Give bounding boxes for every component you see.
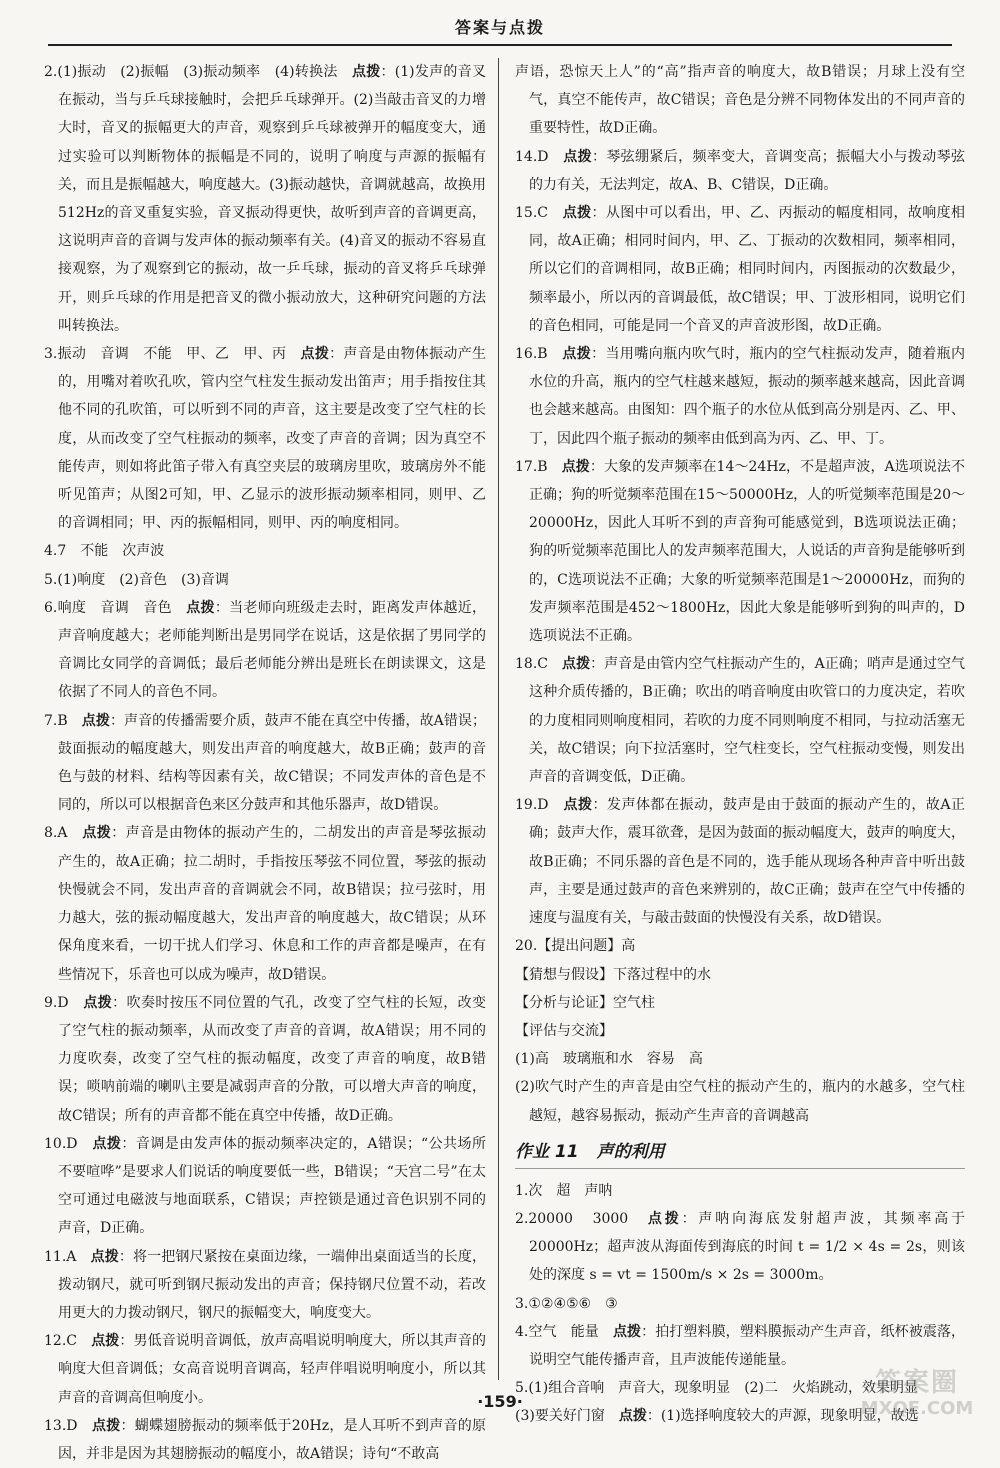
answer-item [44,989,486,1130]
section-title: 声的利用 [596,1141,665,1162]
answer-explanation: ：(1)发声的音叉在振动，当与乒乓球接触时，会把乒乓球弹开。(2)当敲击音叉的力增大时，音叉的振幅更大的声音，观察到乒乓球被弹开的幅度变大，通过实验可以判断物体的振幅是不同的，说明了响度与声源的振幅有关，而且是振幅越大，响度越大。(3)振动越快，音调就越高，故换用512Hz的音叉重复实验，音叉振动得更快，故听到声音的音调更高，这说明声音的音调与发声体的振动频率有关。(4)音叉的振动不容易直接观察，为了观察到它的振动，故一乒乓球，振动的音叉将乒乓球弹开，则乒乓球的作用是把音叉的微小振动放大，这种研究问题的方法叫转换法。 [58,64,486,334]
watermark-logo-text: 答案圈 [874,1368,959,1398]
answer-explanation: ：声音是由物体振动产生的，用嘴对着吹孔吹，管内空气柱发生振动发出笛声；用手指按住其他不同的孔吹笛，可以听到不同的声音，这主要是改变了空气柱的长度，从而改变了空气柱振动的频率，改变了声音的音调；因为真空不能传声，则如将此笛子带入有真空夹层的玻璃房里吹，玻璃房外不能听见笛声；从图2可知，甲、乙显示的波形振动频率相同，则甲、乙的音调相同；甲、丙的振幅相同，则甲、丙的响度相同。 [58,346,487,532]
answer-lead: 19.D [515,797,564,814]
answer-lead: 12.C [44,1333,92,1350]
hint-label: 点拨 [81,712,110,729]
answer-lead: (2)吹气时产生的声音是由空气柱的振动产生的，瓶内的水越多，空气柱越短，越容易振动，振动产生声音的音调越高 [515,1079,965,1124]
hint-label: 点拨 [92,1417,121,1434]
answer-item [515,1073,965,1129]
answer-explanation: ：声音是由物体的振动产生的，二胡发出的声音是琴弦振动产生的，故A正确；拉二胡时，手指按压琴弦不同位置，琴弦的振动快慢就会不同，发出声音的音调就会不同，故B错误；拉弓弦时，用力越大，弦的振动幅度越大，发出声音的响度越大，故C错误；从环保角度来看，一切干扰人们学习、休息和工作的声音都是噪声，在有些情况下，乐音也可以成为噪声，故D错误。 [58,825,487,983]
hint-label: 点拨 [300,346,330,363]
answer-lead: 5.(1)组合音响 声音大，现象明显 (2)二 火焰跳动，效果明显 [515,1380,919,1397]
answer-lead: 3.振动 音调 不能 甲、乙 甲、丙 [44,346,301,363]
hint-label: 点拨 [186,599,215,616]
answer-explanation: ：音调是由发声体的振动频率决定的，A错误；“公共场所不要喧哗”是要求人们说话的响度要低一些，B错误；“天宫二号”在太空可通过电磁波与地面联系，C错误；声控锁是通过音色识别不同的声音，D正确。 [58,1135,486,1237]
answer-lead: (3)要关好门窗 [515,1408,619,1425]
answer-lead: 10.D [44,1135,93,1152]
answer-item [515,143,965,199]
answer-item [44,1412,486,1468]
answer-item [44,537,486,565]
watermark-logo [842,1368,992,1426]
answer-lead: 15.C [515,205,563,222]
section-number: 作业 11 [515,1141,579,1162]
answer-lead: 3.①②④⑤⑥ ③ [515,1295,618,1312]
answer-item [44,594,486,707]
answer-explanation: 声语，恐惊天上人”的“高”指声音的响度大，故B错误；月球上没有空气，真空不能传声，故C错误；音色是分辨不同物体发出的不同声音的重要特性，故D正确。 [515,64,965,137]
answer-lead: 11.A [44,1248,91,1265]
hint-label: 点拨 [91,1333,120,1350]
answer-lead: 【分析与论证】空气柱 [515,994,655,1011]
answer-explanation: ：拍打塑料膜，塑料膜振动产生声音，纸杯被震落，说明空气能传播声音，且声波能传递能量。 [529,1323,966,1368]
answer-lead: 5.(1)响度 (2)音色 (3)音调 [44,571,229,588]
answer-item [44,819,486,988]
answer-item [515,650,965,791]
answer-explanation: ：男低音说明音调低，放声高唱说明响度大，所以其声音的响度大但音调低；女高音说明音调高，轻声伴唱说明响度小，所以其声音的音调高但响度小。 [58,1333,487,1406]
answer-item [515,1045,965,1073]
hint-label: 点拨 [90,1248,119,1265]
hint-label: 点拨 [563,148,592,165]
section-heading [515,1136,965,1169]
answer-lead: 2.20000 3000 [515,1210,648,1227]
answer-lead: 20.【提出问题】高 [515,938,636,955]
page-number: ·159· [477,1392,523,1411]
answer-lead: (1)高 玻璃瓶和水 容易 高 [515,1051,703,1068]
answer-lead: 8.A [44,825,83,842]
answer-item [515,199,965,340]
answer-explanation: ：当老师向班级走去时，距离发声体越近，声音响度越大；老师能判断出是男同学在说话，这是依据了男同学的音调比女同学的音调低；最后老师能分辨出是班长在朗读课文，这是依据了不同人的音色不同。 [58,599,487,701]
answer-lead: 16.B [515,346,563,363]
hint-label: 点拨 [647,1210,682,1227]
answer-item [515,989,965,1017]
answer-lead: 4.空气 能量 [515,1323,613,1340]
answer-explanation: ：声音的传播需要介质，鼓声不能在真空中传播，故A错误；鼓面振动的幅度越大，则发出声音的响度越大，故B正确；鼓声的音色与鼓的材料、结构等因素有关，故C错误；不同发声体的音色是不同的，所以可以根据音色来区分鼓声和其他乐器声，故D错误。 [58,712,486,814]
hint-label: 点拨 [563,797,593,814]
hint-label: 点拨 [562,656,591,673]
answer-item [44,707,486,820]
hint-label: 点拨 [83,994,113,1011]
answer-item [515,1318,965,1374]
answer-item [44,58,486,340]
answer-explanation: ：大象的发声频率在14～24Hz，不是超声波，A选项说法不正确；狗的听觉频率范围在15～50000Hz，人的听觉频率范围是20～20000Hz，因此人耳听不到的声音狗可能感觉到，B选项说法正确；狗的听觉频率范围比人的发声频率范围大，人说话的声音狗是能够听到的，C选项说法不正确；大象的听觉频率范围是1～20000Hz，而狗的发声频率范围是452～1800Hz，因此大象是能够听到狗的叫声的，D选项说法不正确。 [529,458,966,645]
answer-explanation: ：发声体都在振动，鼓声是由于鼓面的振动产生的，故A正确；鼓声大作，震耳欲聋，是因为鼓面的振动幅度大，鼓声的响度大，故B正确；不同乐器的音色是不同的，选手能从现场各种声音中听出鼓声，主要是通过鼓声的音色来辨别的，故C正确；鼓声在空气中传播的速度与温度有关，与敲击鼓面的快慢没有关系，故D错误。 [529,797,965,927]
answer-lead: 【猜想与假设】下落过程中的水 [515,966,711,983]
hint-label: 点拨 [562,205,592,222]
hint-label: 点拨 [351,64,381,80]
answer-item [515,1290,965,1318]
answer-explanation: ：当用嘴向瓶内吹气时，瓶内的空气柱振动发声，随着瓶内水位的升高，瓶内的空气柱越来越短，振动的频率越来越高，因此音调也会越来越高。由图知：四个瓶子的水位从低到高分别是丙、乙、甲、丁，因此四个瓶子振动的频率由低到高为丙、乙、甲、丁。 [529,346,965,447]
answer-lead: 18.C [515,656,563,673]
answer-lead: 17.B [515,458,562,475]
hint-label: 点拨 [612,1323,642,1340]
answer-item [515,340,965,453]
answer-explanation: ：声音是由管内空气柱振动产生的，A正确；哨声是通过空气这种介质传播的，B正确；吹出的哨音响度由吹管口的力度决定，若吹的力度相同则响度相同，若吹的力度不同则响度不相同，与拉动活塞无关，故C错误；向下拉活塞时，空气柱变长，空气柱振动变慢，则发出声音的音调变低，D正确。 [529,656,966,786]
answer-item [515,932,965,960]
answer-lead: 7.B [44,712,82,729]
header-title: 答案与点拨 [454,18,545,37]
hint-label: 点拨 [561,458,590,475]
right-column [515,58,965,1431]
answer-explanation: ：声呐向海底发射超声波，其频率高于20000Hz；超声波从海面传到海底的时间 t = 1/2 × 4s = 2s，则该处的深度 s = vt = 1500m/s × 2s = 3000m。 [529,1210,966,1284]
answer-lead: 2.(1)振动 (2)振幅 (3)振动频率 (4)转换法 [44,64,352,80]
answer-lead: 13.D [44,1417,93,1434]
answer-lead: 4.7 不能 次声波 [44,543,165,560]
answer-item [44,1130,486,1243]
answer-lead: 1.次 超 声呐 [515,1182,613,1199]
watermark-url: MXQE.COM [860,1398,974,1419]
answer-item [44,1243,486,1328]
hint-label: 点拨 [562,346,592,363]
answer-item [515,1177,965,1205]
answer-explanation: ：(1)选择响度较大的声源，现象明显，故选 [646,1408,919,1425]
answer-explanation: ：从图中可以看出，甲、乙、丙振动的幅度相同，故响度相同，故A正确；相同时间内，甲、乙、丁振动的次数相同，频率相同，所以它们的音调相同，故B正确；相同时间内，丙图振动的次数最少，频率最小，所以丙的音调最低，故C错误；甲、丁波形相同，说明它们的音色相同，可能是同一个音叉的声音波形图，故D正确。 [529,205,966,334]
page-header [48,14,952,46]
answer-explanation: ：将一把钢尺紧按在桌面边缘，一端伸出桌面适当的长度，拨动钢尺，就可听到钢尺振动发出的声音；保持钢尺位置不动，若改用更大的力拨动钢尺，钢尺的振幅变大，响度变大。 [58,1248,486,1321]
answer-item [515,1017,965,1045]
answer-explanation: ：吹奏时按压不同位置的气孔，改变了空气柱的长短，改变了空气柱的振动频率，从而改变了声音的音调，故A错误；用不同的力度吹奏，改变了空气柱的振动幅度，改变了声音的响度，故B错误；唢呐前端的喇叭主要是减弱声音的分散，可以增大声音的响度，故C错误；所有的声音都不能在真空中传播，故D正确。 [58,994,487,1124]
answer-item [515,1205,965,1290]
hint-label: 点拨 [92,1135,122,1152]
answer-item [515,453,965,650]
answer-explanation: ：琴弦绷紧后，频率变大，音调变高；振幅大小与拨动琴弦的力有关，无法判定，故A、B、C错误，D正确。 [529,148,966,193]
answer-item [44,566,486,594]
answer-item [515,791,965,932]
answer-item [44,340,486,537]
hint-label: 点拨 [618,1408,647,1425]
answer-lead: 【评估与交流】 [515,1022,613,1039]
answer-lead: 14.D [515,148,564,165]
hint-label: 点拨 [82,825,112,842]
left-column [44,58,499,1462]
answer-lead: 6.响度 音调 音色 [44,599,187,616]
answer-item [515,961,965,989]
answer-item [515,58,965,143]
answer-lead: 9.D [44,994,84,1011]
answer-explanation: ：蝴蝶翅膀振动的频率低于20Hz，是人耳听不到声音的原因，并非是因为其翅膀振动的幅度小，故A错误；诗句“不敢高 [58,1417,486,1462]
